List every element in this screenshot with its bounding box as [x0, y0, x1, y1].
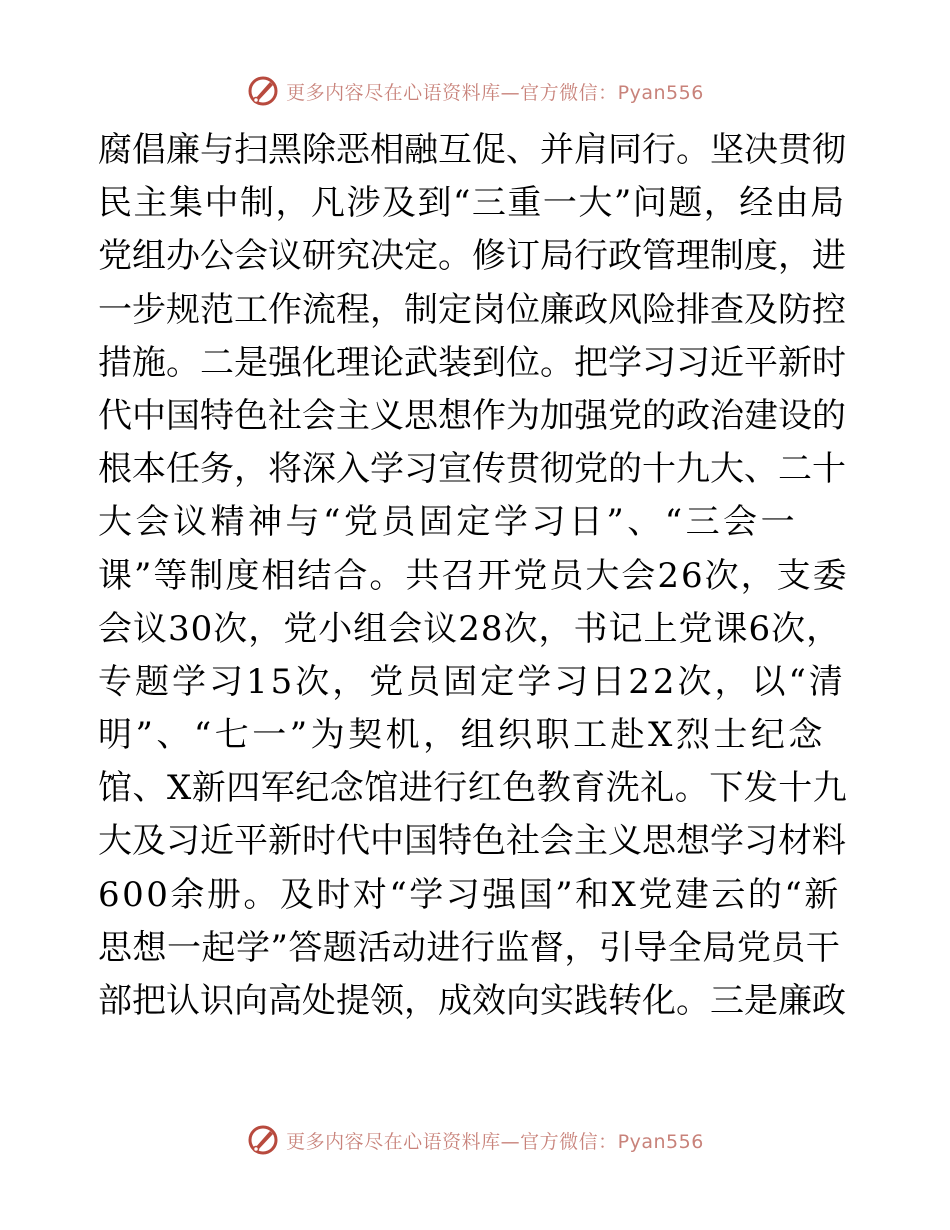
- pen-logo-icon: [246, 74, 280, 108]
- body-line: 课”等制度相结合。共召开党员大会26次，支委: [98, 555, 849, 596]
- body-line: 思想一起学”答题活动进行监督，引导全局党员干: [98, 927, 841, 968]
- body-line: 会议30次，党小组会议28次，书记上党课6次，: [98, 608, 842, 649]
- header-banner-text: 更多内容尽在心语资料库—官方微信：Pyan556: [286, 81, 704, 104]
- body-line: 代中国特色社会主义思想作为加强党的政治建设的: [98, 395, 846, 436]
- body-line: 大及习近平新时代中国特色社会主义思想学习材料: [98, 821, 846, 862]
- body-line: 腐倡廉与扫黑除恶相融互促、并肩同行。坚决贯彻: [98, 130, 846, 170]
- body-line: 大会议精神与“党员固定学习日”、“三会一: [98, 502, 799, 543]
- body-line: 部把认识向高处提领，成效向实践转化。三是廉政: [98, 981, 846, 1021]
- body-line: 党组办公会议研究决定。修订局行政管理制度，进: [98, 236, 846, 277]
- body-line: 根本任务，将深入学习宣传贯彻党的十九大、二十: [98, 449, 846, 490]
- body-line: 专题学习15次，党员固定学习日22次，以“清: [98, 661, 846, 702]
- body-line: 民主集中制，凡涉及到“三重一大”问题，经由局: [98, 183, 846, 224]
- body-line: 馆、X新四军纪念馆进行红色教育洗礼。下发十九: [98, 768, 848, 809]
- body-line: 600余册。及时对“学习强国”和X党建云的“新: [98, 874, 841, 915]
- footer-banner: [0, 1118, 950, 1162]
- document-body: [98, 124, 850, 1028]
- pen-logo-icon: [246, 1123, 280, 1157]
- footer-banner-text: 更多内容尽在心语资料库—官方微信：Pyan556: [286, 1130, 704, 1153]
- header-banner: [0, 69, 950, 113]
- body-line: 措施。二是强化理论武装到位。把学习习近平新时: [98, 342, 846, 383]
- body-line: 一步规范工作流程，制定岗位廉政风险排查及防控: [98, 289, 846, 330]
- body-line: 明”、“七一”为契机，组织职工赴X烈士纪念: [98, 715, 826, 756]
